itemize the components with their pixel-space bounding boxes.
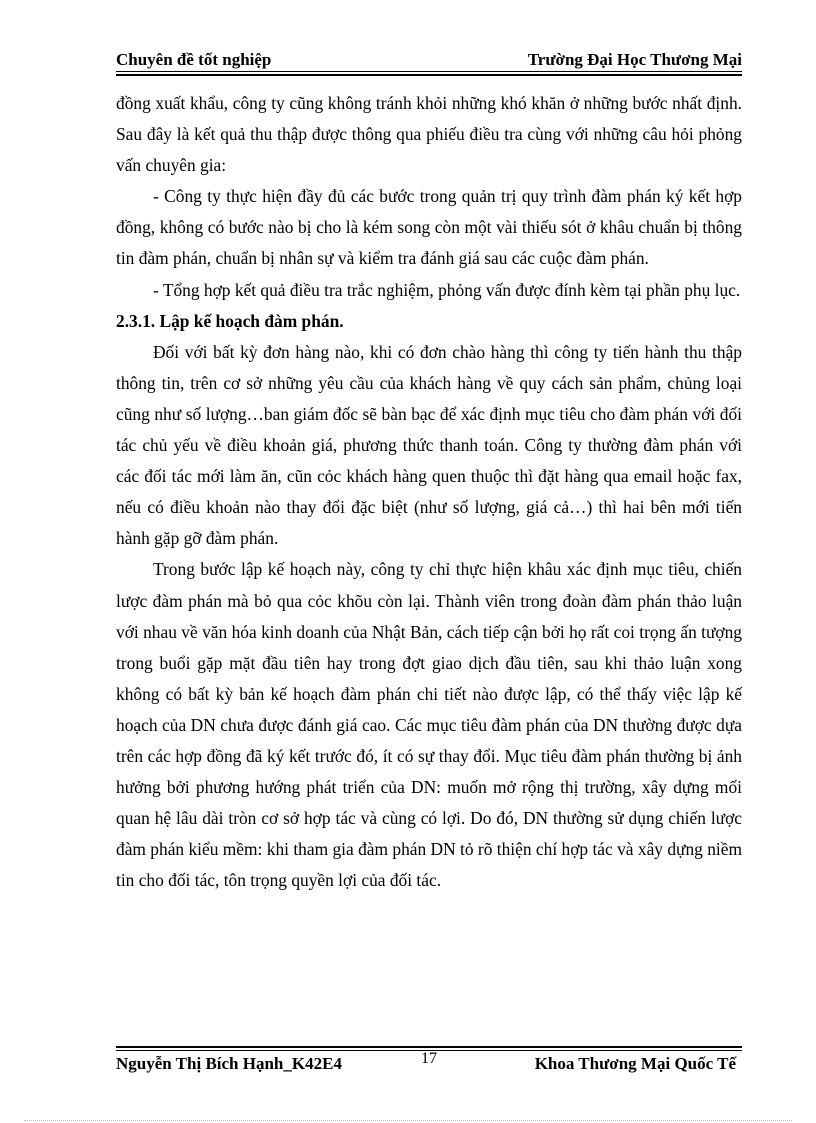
paragraph-objectives: Trong bước lập kế hoạch này, công ty chỉ thực hiện khâu xác định mục tiêu, chiến lược đàm phán mà bỏ qua cỏc khõu còn lại. Thành viên trong đoàn đàm phán thảo luận với nhau về văn hóa kinh doanh của Nhật Bản, cách tiếp cận bởi họ rất coi trọng ấn tượng trong buổi gặp mặt đầu tiên hay trong đợt giao dịch đầu tiên, sau khi thảo luận xong không có bất kỳ bản kế hoạch đàm phán chi tiết nào được lập, có thể thấy việc lập kế hoạch của DN chưa được đánh giá cao. Các mục tiêu đàm phán của DN thường được dựa trên các hợp đồng đã ký kết trước đó, ít có sự thay đổi. Mục tiêu đàm phán thường bị ảnh hưởng bởi phương hướng phát triển của DN: muốn mở rộng thị trường, xây dựng mối quan hệ lâu dài tròn cơ sở hợp tác và cùng có lợi. Do đó, DN thường sử dụng chiến lược đàm phán kiểu mềm: khi tham gia đàm phán DN tỏ rõ thiện chí hợp tác và xây dựng niềm tin cho đối tác, tôn trọng quyền lợi của đối tác. <box>116 559 742 891</box>
page-edge-divider <box>24 1120 792 1121</box>
footer-faculty: Khoa Thương Mại Quốc Tế <box>534 1054 736 1073</box>
section-heading: 2.3.1. Lập kế hoạch đàm phán. <box>116 310 344 331</box>
footer-rule-thick <box>116 1046 742 1048</box>
paragraph-bullet-1: - Công ty thực hiện đầy đủ các bước trong quản trị quy trình đàm phán ký kết hợp đồng, không có bước nào bị cho là kém song còn một vài thiếu sót ở khâu chuẩn bị thông tin đàm phán, chuẩn bị nhân sự và kiểm tra đánh giá sau các cuộc đàm phán. <box>116 186 742 269</box>
paragraph-continuation: đồng xuất khẩu, công ty cũng không tránh khỏi những khó khăn ở những bước nhất định. Sau đây là kết quả thu thập được thông qua phiếu điều tra cùng với những câu hỏi phỏng vấn chuyên gia: <box>116 93 742 176</box>
page-footer <box>116 1050 742 1084</box>
page-number: 17 <box>421 1050 437 1067</box>
paragraph-bullet-2: - Tổng hợp kết quả điều tra trắc nghiệm, phỏng vấn được đính kèm tại phần phụ lục. <box>153 279 741 300</box>
page-body <box>116 88 742 896</box>
header-rule-thick <box>116 74 742 76</box>
header-rule-thin <box>116 71 742 72</box>
footer-author: Nguyễn Thị Bích Hạnh_K42E4 <box>116 1054 342 1073</box>
header-document-type: Chuyên đề tốt nghiệp <box>116 50 272 69</box>
header-university: Trường Đại Học Thương Mại <box>527 50 742 69</box>
paragraph-planning: Đối với bất kỳ đơn hàng nào, khi có đơn chào hàng thì công ty tiến hành thu thập thông tin, trên cơ sở những yêu cầu của khách hàng về quy cách sản phẩm, chủng loại cũng như số lượng…ban giám đốc sẽ bàn bạc để xác định mục tiêu cho đàm phán với đối tác chủ yếu về điều khoản giá, phương thức thanh toán. Công ty thường đàm phán với các đối tác mới làm ăn, cũn cỏc khách hàng quen thuộc thì đặt hàng qua email hoặc fax, nếu có điều khoản nào thay đổi đặc biệt (như số lượng, giá cả…) thì hai bên mới tiến hành gặp gỡ đàm phán. <box>116 341 742 549</box>
